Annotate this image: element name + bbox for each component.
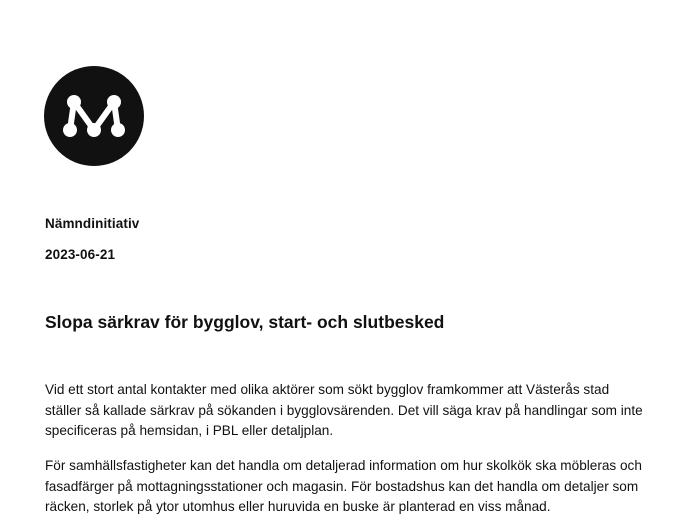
paragraph-line: specificeras på hemsidan, i PBL eller detaljplan. [45,423,334,438]
paragraph-line: Vid ett stort antal kontakter med olika aktörer som sökt bygglov framkommer att Västerås stad [45,382,610,397]
paragraph-line: fasadfärger på mottagningsstationer och magasin. För bostadshus kan det handla om detaljer som [45,478,639,494]
document-date: 2023-06-21 [45,247,116,262]
paragraph-line: För samhällsfastigheter kan det handla om detaljerad information om hur skolkök ska möbleras och [45,458,642,473]
paragraph [45,380,685,442]
party-logo-icon [44,66,144,166]
paragraph [45,456,685,518]
paragraph-line: ställer så kallade särkrav på sökanden i bygglovsärenden. Det vill säga krav på handlingar som inte [45,402,643,418]
paragraph-line: räcken, storlek på ytor utomhus eller huruvida en buske är planterad en viss månad. [45,499,551,514]
document-type: Nämndinitiativ [45,216,140,231]
document-title: Slopa särkrav för bygglov, start- och slutbesked [45,312,445,332]
